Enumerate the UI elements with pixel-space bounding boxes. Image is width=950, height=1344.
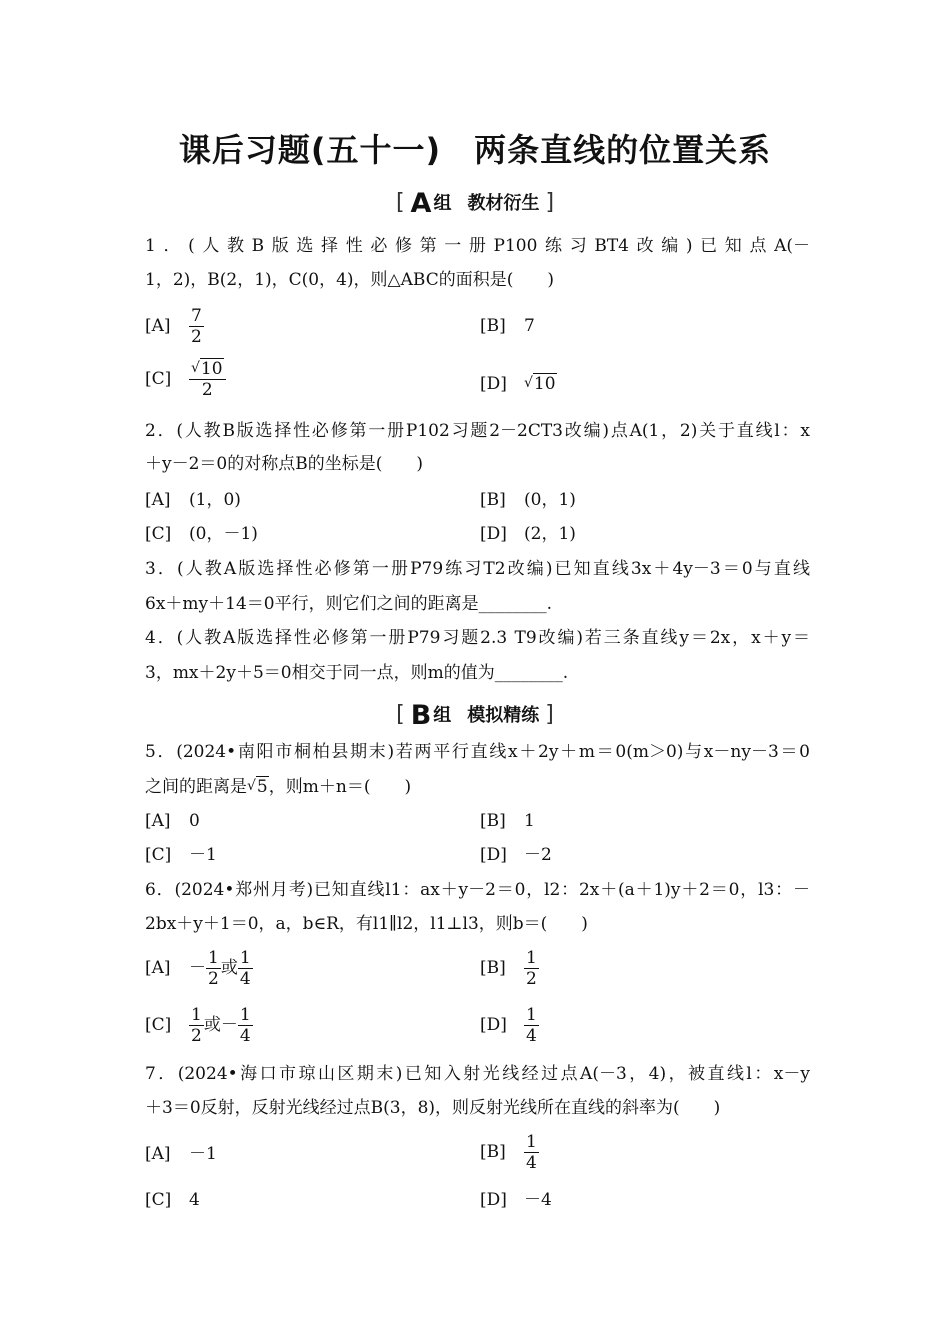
q5-line2: 之间的距离是√5，则m＋n＝( )	[145, 777, 412, 797]
q2-line2: ＋y－2＝0的对称点B的坐标是( )	[145, 454, 423, 474]
q2-option-d: [D] (2，1)	[480, 524, 576, 544]
q5-option-b: [B] 1	[480, 811, 535, 831]
q6-line2: 2bx＋y＋1＝0，a，b∈R，有l1∥l2，l1⊥l3，则b＝( )	[145, 914, 588, 934]
q6-option-b: [B] $\frac{1}{2}$	[480, 948, 537, 989]
fraction: $\frac{√10}{2}$	[189, 358, 226, 400]
q1-option-a: [A] $\frac{7}{2}$	[145, 306, 202, 347]
fraction: $\frac{1}{4}$	[526, 1132, 537, 1173]
radical: √5	[247, 777, 268, 797]
q2-line1: 2．(人教B版选择性必修第一册P102习题2－2CT3改编)点A(1，2)关于直线l：x	[145, 421, 810, 441]
q4-line1: 4．(人教A版选择性必修第一册P79习题2.3 T9改编)若三条直线y＝2x，x＋y＝	[145, 628, 810, 648]
group-b-letter: B	[410, 700, 432, 731]
q7-option-c: [C] 4	[145, 1190, 200, 1210]
q1-option-d: [D] √10	[480, 374, 556, 394]
q5-option-a: [A] 0	[145, 811, 200, 831]
q4-line2: 3，mx＋2y＋5＝0相交于同一点，则m的值为________.	[145, 663, 569, 683]
q3-line2: 6x＋my＋14＝0平行，则它们之间的距离是________.	[145, 594, 552, 614]
group-a-header: [ A 组 教材衍生 ]	[395, 188, 555, 219]
q2-option-a: [A] (1，0)	[145, 490, 241, 510]
q6-option-c: [C] $\frac{1}{2}$ 或－ $\frac{1}{4}$	[145, 1005, 251, 1046]
q2-option-b: [B] (0，1)	[480, 490, 576, 510]
q6-option-a: [A] － $\frac{1}{2}$ 或 $\frac{1}{4}$	[145, 948, 251, 989]
q1-option-b: [B] 7	[480, 316, 535, 336]
q7-option-a: [A] －1	[145, 1144, 217, 1164]
q7-option-b: [B] $\frac{1}{4}$	[480, 1132, 537, 1173]
radical: √10	[524, 374, 556, 394]
q2-option-c: [C] (0，－1)	[145, 524, 258, 544]
group-b-header: [ B 组 模拟精练 ]	[396, 700, 554, 731]
group-a-label: 组	[433, 193, 452, 214]
q7-line1: 7．(2024•海口市琼山区期末)已知入射光线经过点A(－3，4)，被直线l：x－y	[145, 1064, 810, 1084]
q1-option-c: [C] $\frac{√10}{2}$	[145, 358, 226, 400]
q5-option-c: [C] －1	[145, 845, 217, 865]
q3-line1: 3．(人教A版选择性必修第一册P79练习T2改编)已知直线3x＋4y－3＝0与直线	[145, 559, 810, 579]
group-b-label: 组	[433, 705, 452, 726]
fraction: $\frac{1}{2}$	[526, 948, 537, 989]
group-a-letter: A	[410, 188, 432, 219]
fraction: $\frac{1}{2}$	[208, 948, 219, 989]
q1-line1: 1．(人教B版选择性必修第一册P100练习BT4改编)已知点A(－	[145, 236, 810, 256]
group-b-name: 模拟精练	[467, 705, 540, 726]
fraction: $\frac{1}{4}$	[526, 1005, 537, 1046]
q6-line1: 6．(2024•郑州月考)已知直线l1：ax＋y－2＝0，l2：2x＋(a＋1)y＋2＝0，l3：－	[145, 880, 810, 900]
fraction: $\frac{1}{4}$	[239, 948, 251, 989]
page-title: 课后习题(五十一) 两条直线的位置关系	[178, 131, 772, 169]
q6-option-d: [D] $\frac{1}{4}$	[480, 1005, 537, 1046]
group-a-name: 教材衍生	[467, 193, 540, 214]
q1-line2: 1，2)，B(2，1)，C(0，4)，则△ABC的面积是( )	[145, 270, 554, 290]
fraction: $\frac{1}{4}$	[239, 1005, 251, 1046]
q7-line2: ＋3＝0反射，反射光线经过点B(3，8)，则反射光线所在直线的斜率为( )	[145, 1098, 721, 1118]
fraction: $\frac{7}{2}$	[191, 306, 202, 347]
q5-option-d: [D] －2	[480, 845, 552, 865]
radical: √10	[191, 359, 223, 379]
q5-line1: 5．(2024•南阳市桐柏县期末)若两平行直线x＋2y＋m＝0(m＞0)与x－ny－3＝0	[145, 742, 810, 762]
fraction: $\frac{1}{2}$	[191, 1005, 202, 1046]
q7-option-d: [D] －4	[480, 1190, 552, 1210]
